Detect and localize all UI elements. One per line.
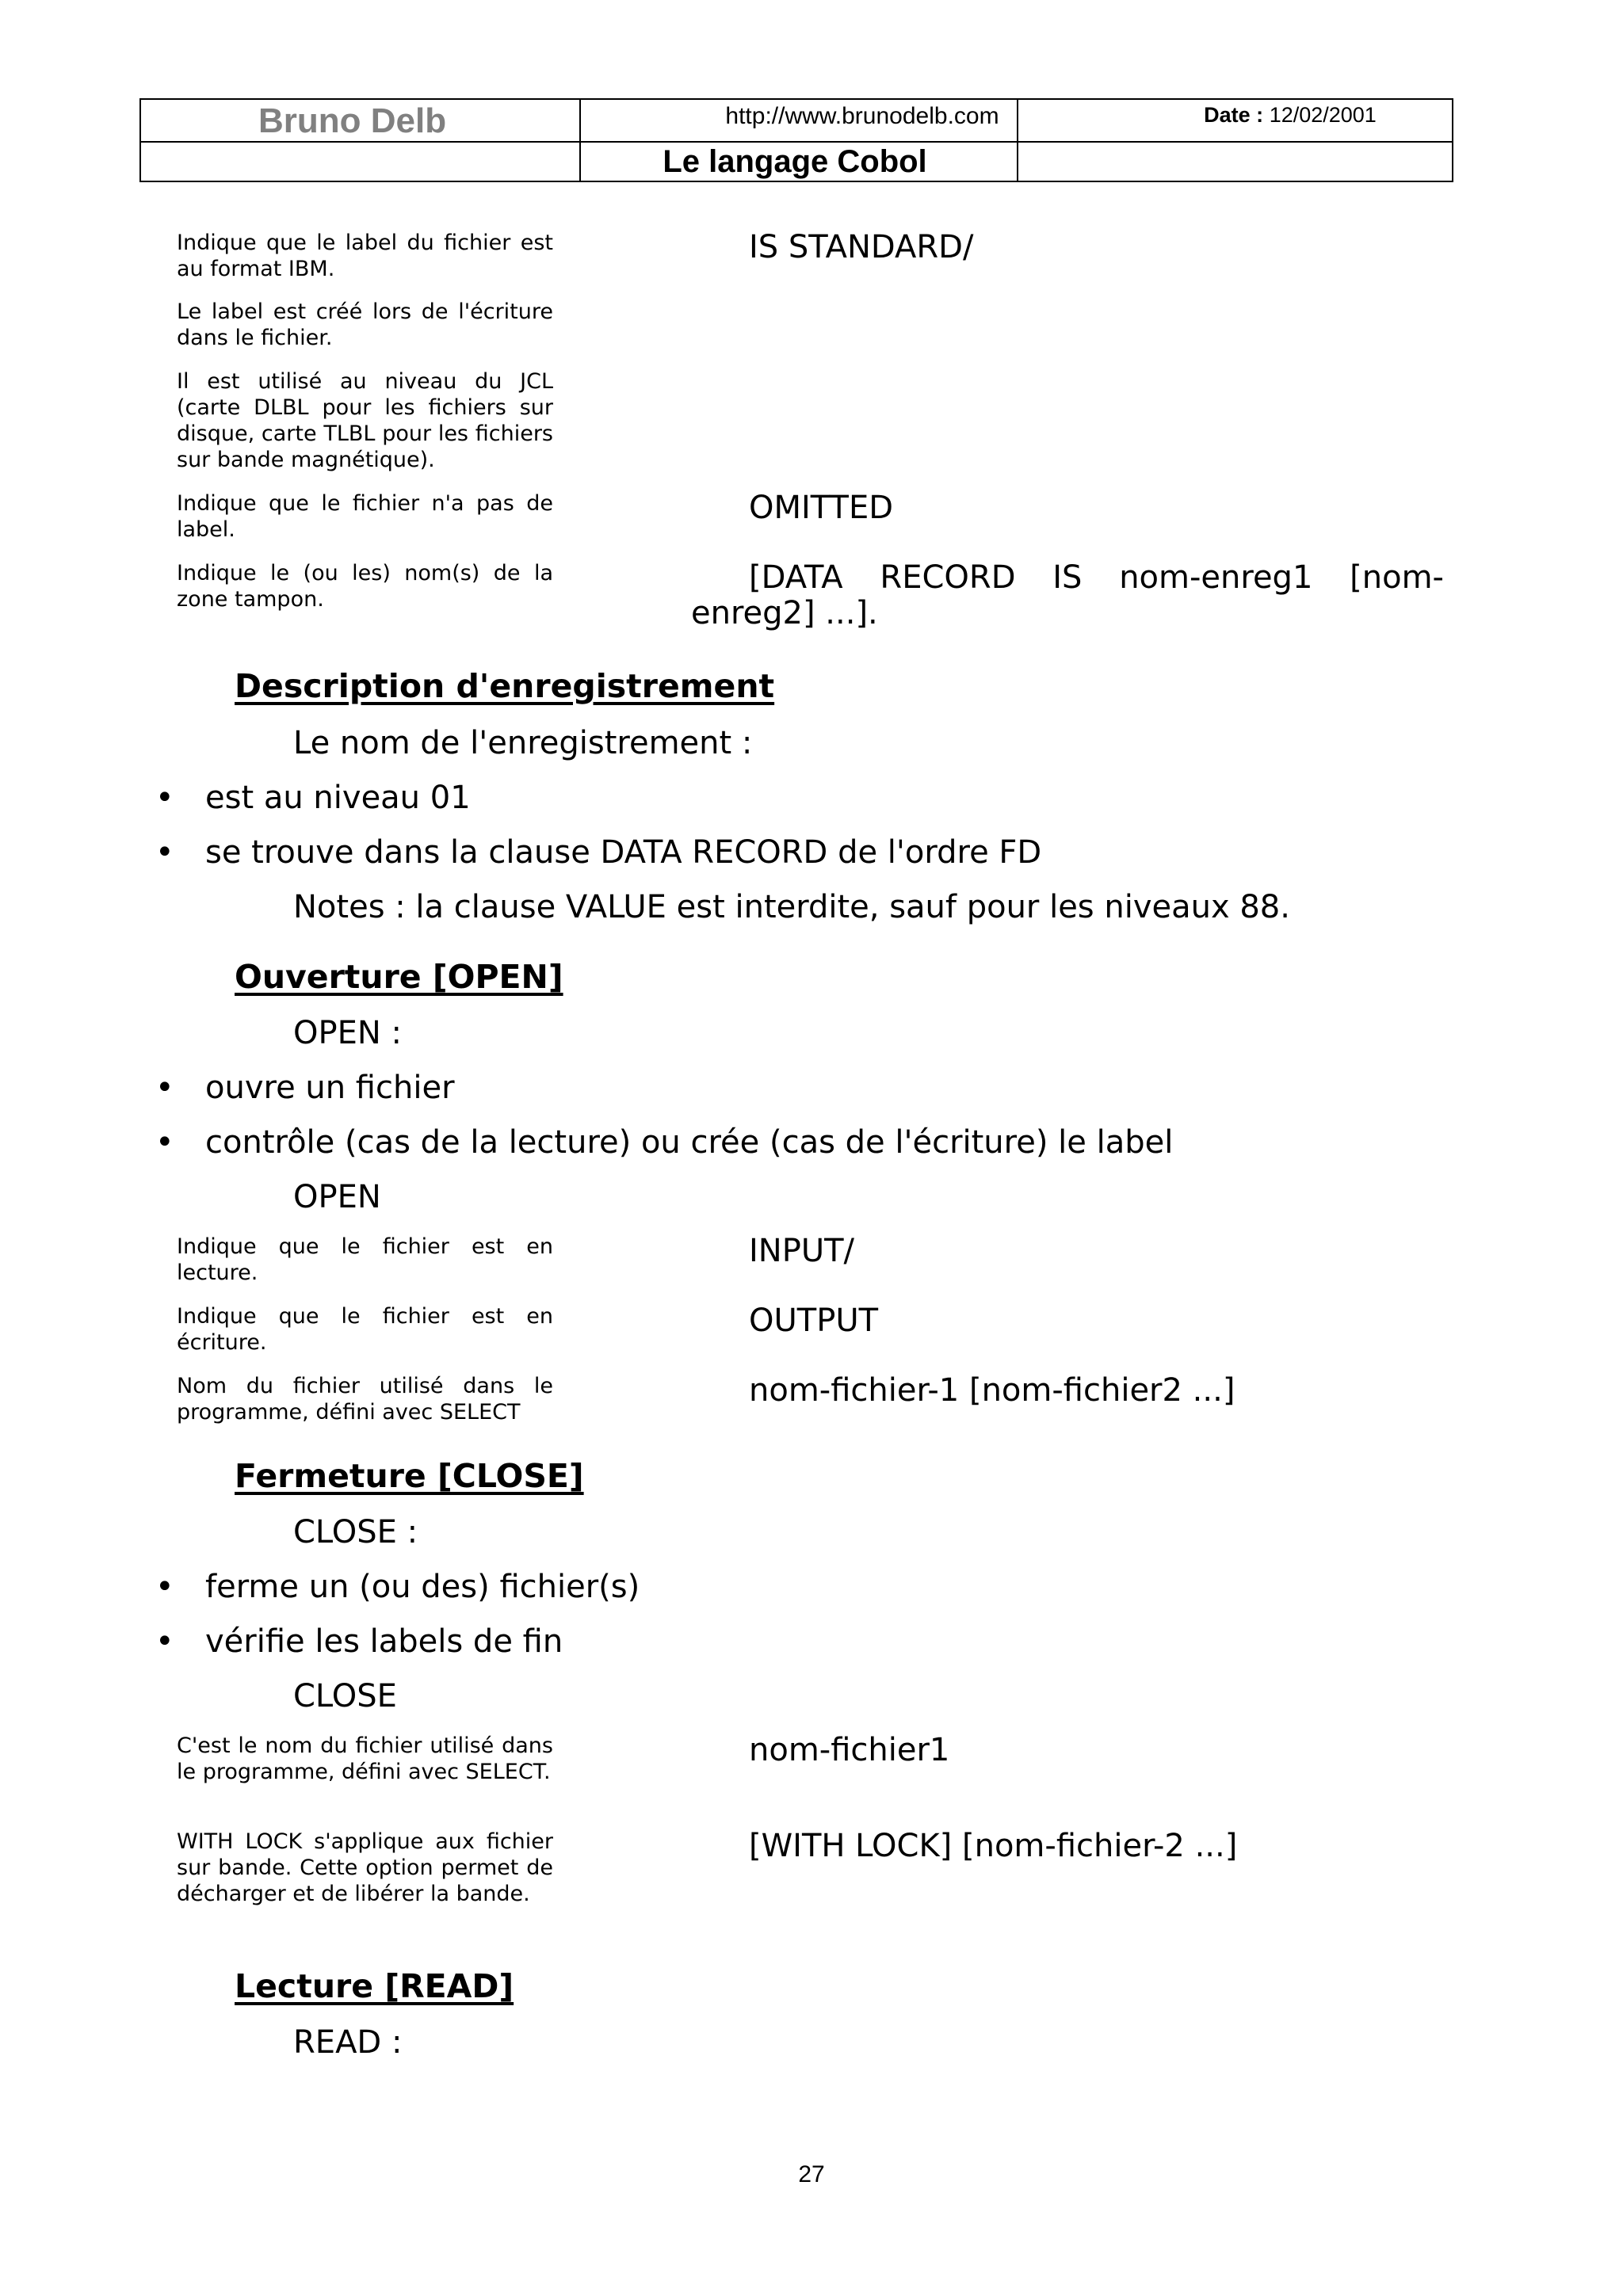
section-intro: Le nom de l'enregistrement : xyxy=(293,725,753,761)
list-item-text: se trouve dans la clause DATA RECORD de l'ordre FD xyxy=(205,834,1042,871)
section-note: Notes : la clause VALUE est interdite, sauf pour les niveaux 88. xyxy=(293,889,1290,925)
close-row-syntax: nom-fichier1 xyxy=(749,1732,950,1768)
close-row-description: C'est le nom du fichier utilisé dans le programme, défini avec SELECT. xyxy=(177,1733,553,1784)
section-heading-open: Ouverture [OPEN] xyxy=(235,958,563,996)
bullet-marker: • xyxy=(155,1623,174,1660)
bullet-marker: • xyxy=(155,1070,174,1106)
open-row-syntax: OUTPUT xyxy=(749,1302,879,1339)
open-row-syntax: INPUT/ xyxy=(749,1233,855,1269)
label-row-description: Indique que le label du fichier est au format IBM. xyxy=(177,231,553,281)
list-item-text: vérifie les labels de fin xyxy=(205,1623,563,1660)
section-intro: OPEN : xyxy=(293,1015,402,1051)
open-row-description: Indique que le fichier est en écriture. xyxy=(177,1304,553,1355)
open-row-description: Nom du fichier utilisé dans le programme, défini avec SELECT xyxy=(177,1374,553,1425)
list-item-text: ferme un (ou des) fichier(s) xyxy=(205,1569,640,1605)
list-item-text: est au niveau 01 xyxy=(205,780,471,816)
section-intro: CLOSE : xyxy=(293,1514,418,1550)
label-row-description: Indique que le fichier n'a pas de label. xyxy=(177,491,553,542)
keyword: OPEN xyxy=(293,1179,381,1215)
label-row-syntax: IS STANDARD/ xyxy=(749,229,974,265)
bullet-marker: • xyxy=(155,1569,174,1605)
header-author: Bruno Delb xyxy=(258,101,447,140)
label-row-syntax: [DATA RECORD IS nom-enreg1 [nom-enreg2] ...]. xyxy=(691,559,1444,631)
header-url: http://www.brunodelb.com xyxy=(725,103,999,129)
section-heading-record: Description d'enregistrement xyxy=(235,667,775,705)
label-row-description: Le label est créé lors de l'écriture dans le fichier. xyxy=(177,299,553,350)
label-row-description: Il est utilisé au niveau du JCL (carte DLBL pour les fichiers sur disque, carte TLBL pour les fichiers sur bande magnétique). xyxy=(177,369,553,472)
list-item-text: contrôle (cas de la lecture) ou crée (cas de l'écriture) le label xyxy=(205,1124,1174,1161)
header-date xyxy=(1140,103,1441,128)
open-row-description: Indique que le fichier est en lecture. xyxy=(177,1234,553,1285)
header-date-value: 12/02/2001 xyxy=(1269,103,1377,127)
label-row-description: Indique le (ou les) nom(s) de la zone tampon. xyxy=(177,561,553,612)
list-item-text: ouvre un fichier xyxy=(205,1070,455,1106)
open-row-syntax: nom-fichier-1 [nom-fichier2 ...] xyxy=(749,1372,1235,1409)
bullet-marker: • xyxy=(155,780,174,816)
header-date-label: Date : xyxy=(1204,103,1264,127)
header-subtitle: Le langage Cobol xyxy=(663,144,927,179)
close-row-description: WITH LOCK s'applique aux fichier sur bande. Cette option permet de décharger et de libérer la bande. xyxy=(177,1829,553,1906)
section-heading-close: Fermeture [CLOSE] xyxy=(235,1457,584,1495)
page-number: 27 xyxy=(798,2161,825,2187)
close-row-syntax: [WITH LOCK] [nom-fichier-2 ...] xyxy=(749,1828,1238,1864)
page-header xyxy=(139,98,1453,182)
section-intro: READ : xyxy=(293,2024,403,2061)
bullet-marker: • xyxy=(155,834,174,871)
keyword: CLOSE xyxy=(293,1678,397,1714)
section-heading-read: Lecture [READ] xyxy=(235,1967,514,2005)
label-row-syntax: OMITTED xyxy=(749,490,894,526)
bullet-marker: • xyxy=(155,1124,174,1161)
header-divider xyxy=(141,141,1452,143)
